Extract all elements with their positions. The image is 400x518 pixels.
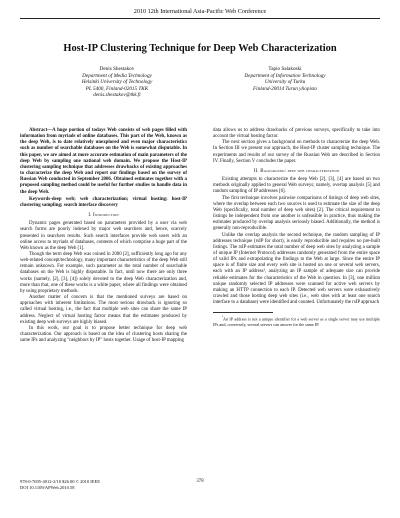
author-block-1 [42,66,192,99]
doi-line: DOI 10.1109/APWeb.2010.58 [20,484,75,490]
section-heading-introduction: I. Introduction [88,213,119,219]
intro-paragraph: Dynamic pages generated based on parameters provided by a user via web search forms are poorly indexed by major web searchers and, hence, scarcely presented in searchers results. Such search interfaces provide web users with an online access to myriads of databases, contents of which comprise a huge part of the Web known as the deep Web [1]. [20,221,187,251]
author-address: PL 5400, Finland-02015 TKK [85,85,149,92]
footnote-mark: ¹ [222,315,224,320]
author-org: University of Turku [264,79,306,86]
paper-title: Host-IP Clustering Technique for Deep Web Characterization [63,43,337,54]
author-dept: Department of Information Technology [244,72,326,79]
keywords: Keywords-deep web; web characterization; virtual hosting; host-IP clustering sampling; search interface discovery [20,196,187,208]
header-rule [20,18,380,19]
page-number: 378 [196,479,204,484]
author-dept: Department of Media Technology [82,72,152,79]
background-paragraph: Existing attempts to characterize the deep Web [2], [3], [4] are based on two methods originally applied to general Web surveys; namely, overlap analysis [5] and random sampling of IP addresses [6]. [213,177,380,195]
isbn-line: 978-0-7695-4012-2/10 $26.00 © 2010 IEEE [20,479,101,484]
author-name: Denis Shestakov [99,66,135,72]
intro-paragraph: Another matter of concern is that the mentioned surveys are based on approaches with inherent limitations. The most serious drawback is ignoring so called virtual hosting, i.e., the fact that multiple web sites can share the same IP address. Neglect of virtual hosting factor means that the estimates produced by existing deep web surveys are highly biased. [20,295,187,325]
running-header: 2010 12th International Asia-Pacific Web Conference [133,8,267,15]
body-paragraph: The next section gives a background on methods to characterize the deep Web. In Section III we present our approach, the Host-IP cluster sampling technique. The experiments and results of our survey of the Russian Web are described in Section IV. Finally, Section V concludes the paper. [213,140,380,164]
left-column [20,128,187,344]
author-email: denis.shestakov@tkk.fi [93,92,141,99]
abstract: Abstract—A huge portion of todays Web consists of web pages filled with information from myriads of online databases. This part of the Web, known as the deep Web, is to date relatively unexplored and even major characteristics such as number of searchable databases on the Web is somewhat disputable. In this paper, we are aimed at more accurate estimation of main parameters of the deep Web by sampling one national web domain. We propose the Host-IP clustering sampling technique that addresses drawbacks of existing approaches to characterize the deep Web and report our findings based on the survey of Russian Web conducted in September 2006. Obtained estimates together with a proposed sampling method could be useful for further studies to handle data in the deep Web. [20,128,187,195]
right-column [213,128,380,327]
author-org: Helsinki University of Technology [81,79,153,86]
body-paragraph: data allows us to address drawbacks of previous surveys, specifically to take into account the virtual hosting factor. [213,128,380,140]
author-address: Finland-20014 Turun yliopisto [253,85,317,92]
background-paragraph: Unlike the overlap analysis the second technique, the random sampling of IP addresses technique (rsIP for short), is easily reproducible and requires no pre-built listings. The rsIP estimates the total number of deep web sites by analyzing a sample of unique IP (Internet Protocol) addresses randomly generated from the entire space of valid IPs and extrapolating the findings to the Web at large. Since the entire IP space is of finite size and every web site is hosted on one or several web servers, each with an IP address¹, analyzing an IP sample of adequate size can provide reliable estimates for the characteristics of the Web in question. In [3], one million unique randomly selected IP addresses were scanned for active web servers by making an HTTP connection to each IP. Detected web servers were exhaustively crawled and those hosting deep web sites (i.e., web sites with at least one search interface to a database) were identified and counted. Unfortunately the rsIP approach [213,232,380,306]
intro-paragraph: In this work, our goal is to propose better technique for deep web characterization. Our approach is based on the idea of clustering hosts sharing the same IPs and analyzing "neighbors by IP" hosts together. Usage of host-IP mapping [20,325,187,344]
footnote-text: An IP address is not a unique identifier for a web server as a single server may use multiple IPs and, conversely, several servers can answer for the same IP. [213,316,380,327]
section-heading-background: II. Background: deep web characterization [253,168,340,174]
copyright-block [20,479,100,490]
author-name: Tapio Salakoski [268,66,302,72]
author-block-2 [210,66,360,92]
background-paragraph: The first technique involves pairwise comparisons of listings of deep web sites, where the overlap between each two sources is used to estimate the size of the deep Web (specifically, total number of deep web sites) [2]. The critical requirement to listings be independent from one another is unfeasible in practice, thus making the estimates produced by overlap analysis seriously biased. Additionally, the method is generally non-reproducible. [213,195,380,232]
footnote [213,315,380,327]
intro-paragraph: Though the term deep Web was coined in 2000 [2], sufficiently long ago for any web-related concept/technology, many important characteristics of the deep Web still remain unknown. For example, such parameter as the total number of searchable databases on the Web is highly disputable. In fact, until now there are only three works (namely, [2], [3], [4]) solely devoted to the deep Web characterization and, more than that, one of these works is a white paper, where all findings were obtained by using proprietary methods. [20,251,187,294]
